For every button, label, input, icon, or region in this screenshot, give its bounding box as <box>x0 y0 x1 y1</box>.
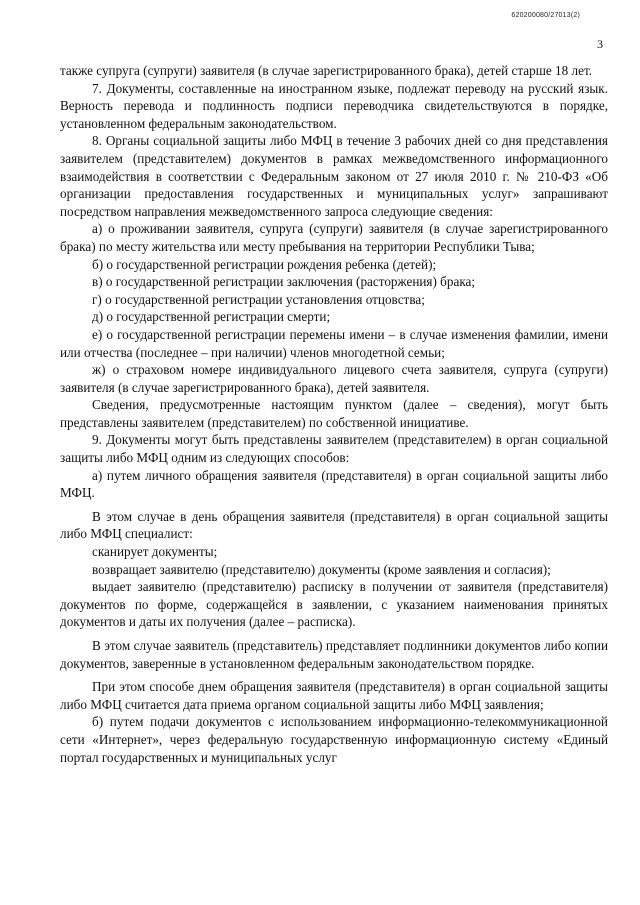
paragraph-specialist-actions: В этом случае в день обращения заявителя (представителя) в орган социальной защиты либо МФЦ специалист: <box>60 508 608 542</box>
paragraph-item-7: 7. Документы, составленные на иностранном языке, подлежат переводу на русский язык. Верность перевода и подлинность подписи переводчика свидетельствуются в порядке, установленном федеральным законодательством. <box>60 80 608 131</box>
subitem-a: а) о проживании заявителя, супруга (супруги) заявителя (в случае зарегистрированного брака) по месту жительства или месту пребывания на территории Республики Тыва; <box>60 221 608 254</box>
subitem-b: б) о государственной регистрации рождения ребенка (детей); <box>92 256 437 272</box>
paragraph-date-of-request: При этом способе днем обращения заявителя (представителя) в орган социальной защиты либо МФЦ считается дата приема органом социальной защиты либо МФЦ заявления; <box>60 679 608 712</box>
document-body <box>60 62 608 766</box>
action-scan: сканирует документы; <box>92 544 218 560</box>
document-code: 620200080/27013(2) <box>511 12 580 19</box>
paragraph-item-8: 8. Органы социальной защиты либо МФЦ в течение 3 рабочих дней со дня представления заявителем (представителем) документов в рамках межведомственного информационного взаимодействия в соответствии с Федеральным законом от 27 июля 2010 г. № 210-ФЗ «Об организации предоставления государственных и муниципальных услуг» запрашивают посредством направления межведомственного запроса следующие сведения: <box>60 133 608 219</box>
paragraph-continuation: также супруга (супруги) заявителя (в случае зарегистрированного брака), детей старше 18 лет. <box>60 63 593 78</box>
action-return: возвращает заявителю (представителю) документы (кроме заявления и согласия); <box>92 561 551 577</box>
subitem-g: г) о государственной регистрации установления отцовства; <box>92 291 425 307</box>
page-number: 3 <box>597 37 603 51</box>
subitem-d: д) о государственной регистрации смерти; <box>92 309 331 325</box>
subitem-zh: ж) о страховом номере индивидуального лицевого счета заявителя, супруга (супруги) заявителя (в случае зарегистрированного брака), детей заявителя. <box>60 362 608 395</box>
paragraph-item-9: 9. Документы могут быть представлены заявителем (представителем) в орган социальной защиты либо МФЦ одним из следующих способов: <box>60 432 608 466</box>
action-receipt: выдает заявителю (представителю) расписку в получении от заявителя (представителя) документов по форме, содержащейся в заявлении, с указанием наименования принятых документов и даты их получения (далее – расписка). <box>60 579 608 630</box>
subitem-e: е) о государственной регистрации перемены имени – в случае изменения фамилии, имени или отчества (последнее – при наличии) членов многодетной семьи; <box>60 326 608 360</box>
subitem-personal-visit: а) путем личного обращения заявителя (представителя) в орган социальной защиты либо МФЦ. <box>60 467 608 501</box>
subitem-internet: б) путем подачи документов с использованием информационно-телекоммуникационной сети «Интернет», через федеральную государственную информационную систему «Единый портал государственных и муниципальных услуг <box>60 714 608 765</box>
paragraph-originals: В этом случае заявитель (представитель) представляет подлинники документов либо копии документов, заверенные в установленном федеральным законодательством порядке. <box>60 638 608 671</box>
paragraph-info-note: Сведения, предусмотренные настоящим пунктом (далее – сведения), могут быть представлены заявителем (представителем) по собственной инициативе. <box>60 397 608 430</box>
subitem-v: в) о государственной регистрации заключения (расторжения) брака; <box>92 274 476 290</box>
